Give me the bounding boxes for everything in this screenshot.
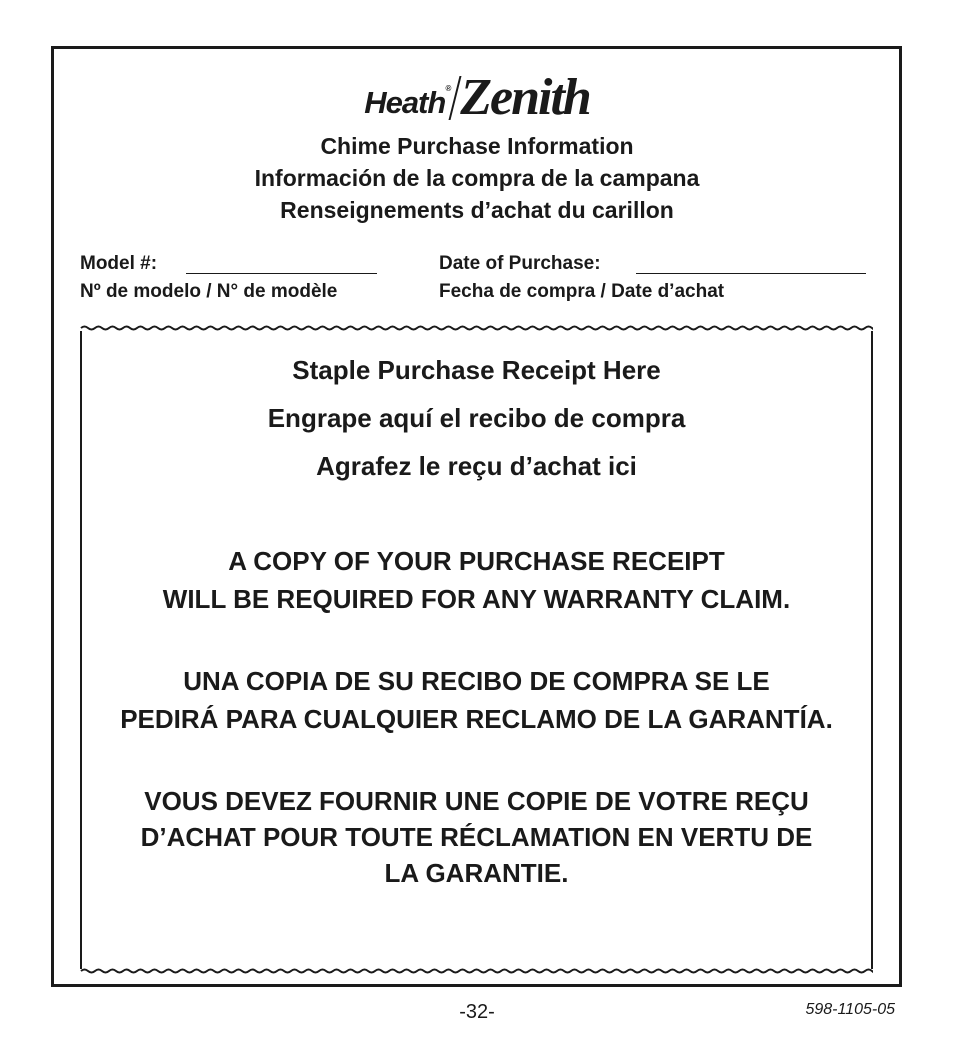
torn-edge-bottom	[81, 970, 873, 973]
model-number-label: Model #:	[80, 253, 158, 274]
purchase-date-line[interactable]	[636, 273, 866, 274]
warranty-notice-english-2: WILL BE REQUIRED FOR ANY WARRANTY CLAIM.	[162, 584, 791, 614]
logo-heath-wordmark: Heath®	[364, 84, 451, 120]
warranty-notice-french-3: LA GARANTIE.	[384, 858, 569, 888]
title-french: Renseignements d’achat du carillon	[280, 197, 674, 223]
purchase-date-label: Date of Purchase:	[439, 253, 601, 274]
receipt-staple-area	[80, 323, 873, 977]
logo-zenith-wordmark: Zenith	[460, 69, 590, 127]
model-number-line[interactable]	[186, 273, 377, 274]
title-english: Chime Purchase Information	[320, 133, 634, 159]
staple-instruction-english: Staple Purchase Receipt Here	[292, 355, 661, 385]
title-spanish: Información de la compra de la campana	[254, 165, 700, 191]
heath-zenith-logo	[0, 69, 954, 127]
warranty-notice-english-1: A COPY OF YOUR PURCHASE RECEIPT	[228, 546, 725, 576]
page-number: -32-	[459, 1001, 495, 1023]
purchase-date-label-translations: Fecha de compra / Date d’achat	[439, 281, 725, 302]
model-number-label-translations: Nº de modelo / N° de modèle	[80, 281, 338, 302]
staple-instruction-french: Agrafez le reçu d’achat ici	[316, 451, 637, 481]
torn-edge-top	[81, 327, 873, 330]
registered-mark: ®	[445, 84, 451, 93]
staple-instruction-spanish: Engrape aquí el recibo de compra	[267, 403, 686, 433]
warranty-notice-spanish-1: UNA COPIA DE SU RECIBO DE COMPRA SE LE	[183, 666, 770, 696]
warranty-notice-spanish-2: PEDIRÁ PARA CUALQUIER RECLAMO DE LA GARANTÍA.	[120, 704, 833, 734]
document-number: 598-1105-05	[805, 1001, 895, 1018]
warranty-notice-french-2: D’ACHAT POUR TOUTE RÉCLAMATION EN VERTU DE	[140, 822, 813, 852]
warranty-notice-french-1: VOUS DEVEZ FOURNIR UNE COPIE DE VOTRE REÇU	[144, 786, 809, 816]
